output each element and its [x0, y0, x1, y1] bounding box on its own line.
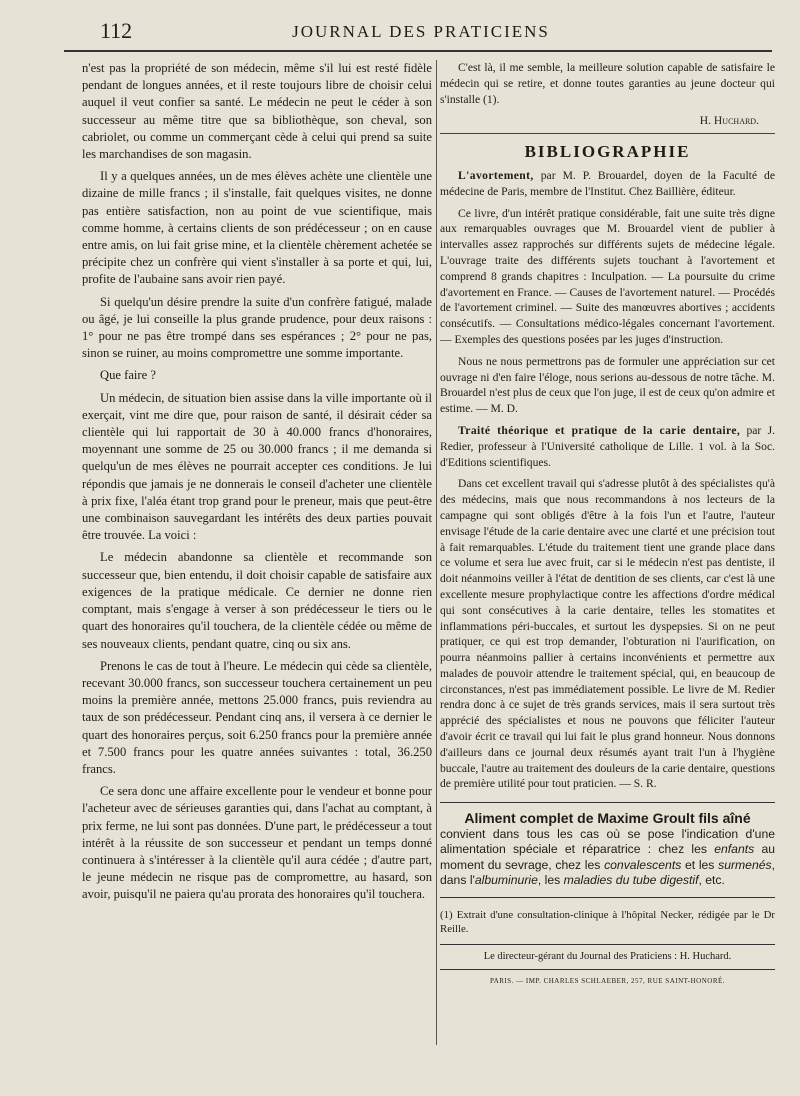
page-header	[70, 14, 772, 46]
ad-emphasis: surmenés	[718, 857, 772, 872]
right-column	[440, 60, 775, 989]
journal-title: JOURNAL DES PRATICIENS	[292, 22, 550, 41]
section-title: BIBLIOGRAPHIE	[524, 142, 691, 162]
paragraph: C'est là, il me semble, la meilleure solution capable de satisfaire le médecin qui se retire, et donne toutes garanties au jeune docteur qui s'installe (1).	[440, 61, 775, 106]
printer-line: PARIS. — IMP. CHARLES SCHLAEBER, 257, RUE SAINT-HONORÉ.	[489, 976, 726, 985]
entry-title: L'avortement,	[458, 168, 534, 182]
paragraph: Si quelqu'un désire prendre la suite d'un confrère fatigué, malade ou âgé, je lui conseille la plus grande prudence, pour deux raisons : 1° pour ne pas être trompé dans ses espérances ; 2° pour ne pas, sinon se ruiner, au moins compromettre une somme importante.	[82, 294, 432, 361]
section-rule	[440, 133, 775, 134]
left-column	[82, 60, 432, 909]
paragraph: Le médecin abandonne sa clientèle et recommande son successeur que, bien entendu, il doit choisir capable de satisfaire aux exigences de la pratique médicale. Ce dernier ne donne rien comptant, mais s'engage à verser à son prédécesseur le tiers ou le quart des honoraires qu'il touchera, de la clientèle cédée ou même de ses nouveaux clients, pendant quatre, cinq ou six ans.	[82, 550, 432, 651]
bibliography-entry-header	[440, 168, 775, 200]
ad-title: Aliment complet de Maxime Groult fils aîné	[464, 810, 751, 827]
advertisement	[440, 802, 775, 898]
ad-text: , les	[537, 873, 564, 888]
footnote: (1) Extrait d'une consultation-clinique à l'hôpital Necker, rédigée par le Dr Reille.	[440, 908, 775, 935]
ad-text: convient dans tous les cas où se pose l'indication d'une alimentation spéciale et réparatrice : chez les	[440, 826, 775, 857]
director-line: Le directeur-gérant du Journal des Praticiens : H. Huchard.	[440, 944, 775, 970]
column-divider	[436, 60, 437, 1045]
page-number: 112	[100, 18, 133, 43]
header-rule	[64, 50, 772, 52]
ad-emphasis: maladies du tube digestif	[563, 873, 699, 888]
ad-text: au moment du sevrage, chez les	[440, 842, 775, 872]
ad-text: , etc.	[698, 873, 725, 888]
ad-emphasis: convalescents	[604, 857, 682, 872]
entry-author: par M. P. Brouardel, doyen de la Faculté de médecine de Paris, membre de l'Institut. Chez Baillière, éditeur.	[440, 168, 775, 198]
paragraph: Il y a quelques années, un de mes élèves achète une clientèle une dizaine de mille francs ; il s'installe, fait quelques visites, ne donne pas entière satisfaction, non au point de vue scientifique, mais comme homme, à certains clients de son prédécesseur ; on en cause entre amis, on lui fait grise mine, et la clientèle chèrement achetée se précipite chez un confrère qui vient s'installer à sa porte et qui, lui, profite de l'aubaine sans avoir rien payé.	[82, 169, 432, 287]
bibliography-entry-header	[440, 423, 775, 470]
paragraph: Dans cet excellent travail qui s'adresse plutôt à des spécialistes qu'à des médecins, mais que nous recommandons à nos lecteurs de la campagne qui sont obligés d'être à la fois l'un et l'autre, l'auteur envisage l'étude de la carie dentaire avec une clarté et une précision tout à fait remarquables. L'étude du traitement tient une grande place dans ce volume et sera lue avec fruit, car si le médecin n'est pas dentiste, il doit néanmoins veiller à l'état de dentition de ses clients, car c'est là une excellente mesure prophylactique contre les affections d'ordre médical qui sont consécutives à la carie dentaire, telles les stomatites et inflammations péri-buccales, et surtout les dyspepsies. Si on ne peut pratiquer, ce qui est trop demander, l'obturation ni l'aurification, on pourra néanmoins pallier à certains inconvénients et permettre aux malades de pouvoir attendre le traitement spécial, qui, en beaucoup de circonstances, n'est pas immédiatement possible. Le livre de M. Redier rendra donc à ce sujet de très grands services, mais il sera surtout très apprécié des spécialistes et nous ne pouvons que féliciter l'auteur d'avoir écrit ce travail qui lui fait le plus grand honneur. Nous donnons d'ailleurs dans ce journal deux résumés ayant trait l'un à l'hygiène buccale, l'autre au traitement des douleurs de la carie dentaire, questions de première utilité pour tout praticien. — S. R.	[440, 477, 775, 791]
entry-title: Traité théorique et pratique de la carie dentaire,	[458, 423, 741, 437]
paragraph: n'est pas la propriété de son médecin, même s'il lui est resté fidèle pendant de longues années, et il reste toujours libre de choisir celui auquel il veut confier sa santé. Le médecin ne peut le céder à son successeur au même titre que sa bibliothèque, son cheval, son cabriolet, ou comme un commerçant cède à celui qui prend sa suite les marchandises de son magasin.	[82, 61, 432, 162]
paragraph: Nous ne nous permettrons pas de formuler une appréciation sur cet ouvrage ni d'en faire l'éloge, nous serions au-dessous de notre tâche. M. Brouardel n'est plus de ceux que l'on juge, il est de ceux qu'on admire et estime. — M. D.	[440, 354, 775, 416]
ad-emphasis: albuminurie	[474, 873, 538, 888]
paragraph: Prenons le cas de tout à l'heure. Le médecin qui cède sa clientèle, recevant 30.000 francs, son successeur touchera certainement un peu moins la première année, mettons 25.000 francs, puis reviendra au taux de son prédécesseur. Pendant cinq ans, il versera à ce dernier le quart des honoraires perçus, soit 6.250 francs pour la première année et 7.500 francs pour les quatre années suivantes : total, 36.250 francs.	[82, 658, 432, 776]
ad-text: , dans l'	[440, 857, 775, 888]
entry-author: par J. Redier, professeur à l'Université catholique de Lille. 1 vol. à la Soc. d'Editions scientifiques.	[440, 423, 775, 469]
paragraph: Ce sera donc une affaire excellente pour le vendeur et bonne pour l'acheteur avec de sérieuses garanties qui, dans l'achat au comptant, à prix ferme, ne lui sont pas données. D'une part, le prédécesseur a tout intérêt à la réussite de son successeur et pendant un temps donné continuera à s'intéresser à la clientèle qu'il aura cédée ; d'autre part, le jeune médecin ne risque pas de compromettre, au hasard, son avoir, puisqu'il ne paiera qu'au prorata des honoraires qu'il touchera.	[82, 784, 432, 902]
ad-text: et les	[681, 857, 719, 872]
paragraph: Ce livre, d'un intérêt pratique considérable, fait une suite très digne aux remarquables ouvrages que M. Brouardel vient de publier à intervalles assez rapprochés sur différents sujets de médecine légale. L'ouvrage traite des différents sujets touchant à l'avortement et comprend 8 grands chapitres : Inculpation. — La poursuite du crime d'avortement en France. — Causes de l'avortement naturel. — Procédés de l'avortement criminel. — Suite des manœuvres abortives ; accidents consécutifs. — Consultations médico-légales concernant l'avortement. — Exemples des questions posées par les juges d'instruction.	[440, 206, 775, 346]
paragraph: Un médecin, de situation bien assise dans la ville importante où il exerçait, vint me dire que, pour raison de santé, il désirait céder sa clientèle qui lui rapportait de 30 à 40.000 francs d'honoraires, moyennant une somme de 25 ou 30.000 francs ; il me demanda si quelqu'un de mes élèves ne pourrait accepter ces conditions. Je lui répondis que jamais je ne donnerais le conseil d'acheter une clientèle à prix fixe, l'aléa étant trop grand pour le preneur, mais que peut-être une combinaison sauvegardant les intérêts des deux parties pouvait être trouvée. La voici :	[82, 390, 432, 543]
ad-emphasis: enfants	[714, 842, 755, 857]
paragraph: Que faire ?	[100, 368, 156, 383]
signature: H. Huchard.	[699, 114, 759, 128]
